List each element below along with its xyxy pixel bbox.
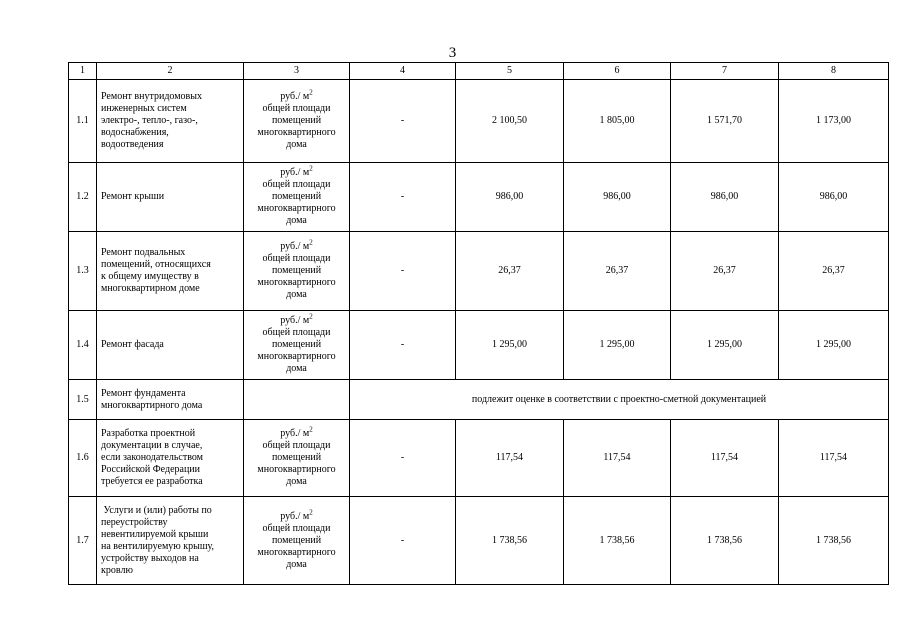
unit-line: многоквартирного	[257, 351, 336, 362]
col4-value: -	[350, 232, 456, 311]
text-line: Разработка проектной	[101, 428, 196, 439]
text-line: помещений, относящихся	[101, 259, 211, 270]
value-cell: 1 805,00	[564, 80, 671, 163]
table-row	[69, 380, 889, 420]
unit-text: руб./ м	[280, 167, 310, 178]
value-cell: 26,37	[456, 232, 564, 311]
unit-line: многоквартирного	[257, 464, 336, 475]
header-cell: 3	[244, 63, 350, 80]
unit-line: дома	[286, 139, 307, 150]
row-number: 1.2	[69, 163, 97, 232]
table-row	[69, 80, 889, 163]
text-line: Услуги и (или) работы по	[101, 504, 212, 516]
unit-line: помещений	[271, 191, 322, 202]
unit-exponent: 2	[309, 312, 313, 321]
unit-cell	[244, 163, 350, 232]
value-cell: 117,54	[564, 420, 671, 497]
text-line: Ремонт внутридомовых	[101, 91, 203, 102]
unit-exponent: 2	[309, 425, 313, 434]
unit-line: общей площади	[262, 522, 331, 534]
page-number: 3	[448, 45, 457, 61]
value-cell: 1 738,56	[671, 497, 779, 585]
unit-line: дома	[286, 363, 307, 374]
unit-line	[246, 88, 347, 103]
text-line: многоквартирного дома	[101, 399, 203, 411]
row-number: 1.3	[69, 232, 97, 311]
unit-cell	[244, 80, 350, 163]
unit-line	[246, 425, 347, 440]
table-row	[69, 311, 889, 380]
row-number: 1.5	[69, 380, 97, 420]
row-name	[97, 163, 244, 232]
unit-cell	[244, 311, 350, 380]
unit-line: дома	[286, 289, 307, 300]
value-cell: 117,54	[779, 420, 889, 497]
cost-table	[68, 62, 889, 585]
value-cell: 117,54	[456, 420, 564, 497]
unit-line: помещений	[271, 534, 322, 546]
value-cell: 2 100,50	[456, 80, 564, 163]
row-number: 1.7	[69, 497, 97, 585]
unit-line: дома	[286, 215, 307, 226]
row-number: 1.1	[69, 80, 97, 163]
header-cell: 4	[350, 63, 456, 80]
text-line: многоквартирном доме	[101, 283, 200, 294]
header-row	[69, 63, 889, 80]
unit-line	[246, 164, 347, 179]
text-line: инженерных систем	[101, 103, 187, 114]
unit-line: дома	[286, 558, 307, 570]
unit-text: руб./ м	[280, 510, 310, 522]
table-row	[69, 420, 889, 497]
unit-line: помещений	[271, 339, 322, 350]
unit-cell	[244, 420, 350, 497]
text-line: водоснабжения,	[101, 127, 169, 138]
value-cell: 1 738,56	[564, 497, 671, 585]
table-row	[69, 163, 889, 232]
value-cell: 1 738,56	[456, 497, 564, 585]
text-line: к общему имуществу в	[101, 271, 199, 282]
value-cell: 1 295,00	[779, 311, 889, 380]
unit-exponent: 2	[309, 88, 313, 97]
unit-line: многоквартирного	[257, 203, 336, 214]
row-name	[97, 380, 244, 420]
text-line: на вентилируемую крышу,	[101, 540, 215, 552]
unit-line: общей площади	[262, 253, 331, 264]
value-cell: 986,00	[456, 163, 564, 232]
text-line: требуется ее разработка	[101, 476, 203, 487]
text-line: документации в случае,	[101, 440, 203, 451]
unit-exponent: 2	[309, 164, 313, 173]
value-cell: 1 295,00	[456, 311, 564, 380]
header-cell: 5	[456, 63, 564, 80]
unit-exponent: 2	[309, 508, 313, 517]
text-line: Российской Федерации	[101, 464, 201, 475]
header-cell: 6	[564, 63, 671, 80]
unit-line: помещений	[271, 452, 322, 463]
row-name	[97, 311, 244, 380]
row-name	[97, 497, 244, 585]
row-number: 1.6	[69, 420, 97, 497]
col4-value: -	[350, 80, 456, 163]
text-line: если законодательством	[101, 452, 203, 463]
text-line: устройству выходов на	[101, 552, 199, 564]
header-cell: 2	[97, 63, 244, 80]
row-name	[97, 420, 244, 497]
unit-cell-empty	[244, 380, 350, 420]
unit-line: многоквартирного	[257, 277, 336, 288]
value-cell: 1 571,70	[671, 80, 779, 163]
text-line: электро-, тепло-, газо-,	[101, 115, 198, 126]
value-cell: 1 738,56	[779, 497, 889, 585]
table-row	[69, 497, 889, 585]
value-cell: 1 295,00	[564, 311, 671, 380]
value-cell: 986,00	[779, 163, 889, 232]
text-line: переустройству	[101, 516, 168, 528]
unit-line: помещений	[271, 265, 322, 276]
unit-line	[246, 312, 347, 327]
unit-cell	[244, 497, 350, 585]
col4-value: -	[350, 497, 456, 585]
unit-line: помещений	[271, 115, 322, 126]
text-line: водоотведения	[101, 139, 164, 150]
col4-value: -	[350, 163, 456, 232]
unit-cell	[244, 232, 350, 311]
header-cell: 8	[779, 63, 889, 80]
merged-note: подлежит оценке в соответствии с проектно-сметной документацией	[350, 380, 889, 420]
value-cell: 1 173,00	[779, 80, 889, 163]
unit-line: общей площади	[262, 440, 331, 451]
value-cell: 26,37	[779, 232, 889, 311]
unit-text: руб./ м	[280, 428, 310, 439]
unit-line	[246, 238, 347, 253]
unit-text: руб./ м	[280, 315, 310, 326]
value-cell: 26,37	[671, 232, 779, 311]
row-name	[97, 232, 244, 311]
header-cell: 7	[671, 63, 779, 80]
row-number: 1.4	[69, 311, 97, 380]
unit-line	[246, 508, 347, 523]
row-name	[97, 80, 244, 163]
text-line: кровлю	[101, 564, 133, 576]
unit-line: общей площади	[262, 103, 331, 114]
unit-line: общей площади	[262, 179, 331, 190]
unit-text: руб./ м	[280, 91, 310, 102]
col4-value: -	[350, 420, 456, 497]
unit-line: общей площади	[262, 327, 331, 338]
unit-line: дома	[286, 476, 307, 487]
header-cell: 1	[69, 63, 97, 80]
value-cell: 1 295,00	[671, 311, 779, 380]
col4-value: -	[350, 311, 456, 380]
unit-line: многоквартирного	[257, 546, 336, 558]
text-line: невентилируемой крыши	[101, 528, 209, 540]
text-line: Ремонт подвальных	[101, 247, 186, 258]
value-cell: 117,54	[671, 420, 779, 497]
unit-line: многоквартирного	[257, 127, 336, 138]
text-line: Ремонт фасада	[101, 339, 164, 350]
value-cell: 986,00	[671, 163, 779, 232]
table-row	[69, 232, 889, 311]
value-cell: 26,37	[564, 232, 671, 311]
unit-text: руб./ м	[280, 241, 310, 252]
text-line: Ремонт крыши	[101, 191, 165, 202]
unit-exponent: 2	[309, 238, 313, 247]
text-line: Ремонт фундамента	[101, 387, 186, 399]
value-cell: 986,00	[564, 163, 671, 232]
